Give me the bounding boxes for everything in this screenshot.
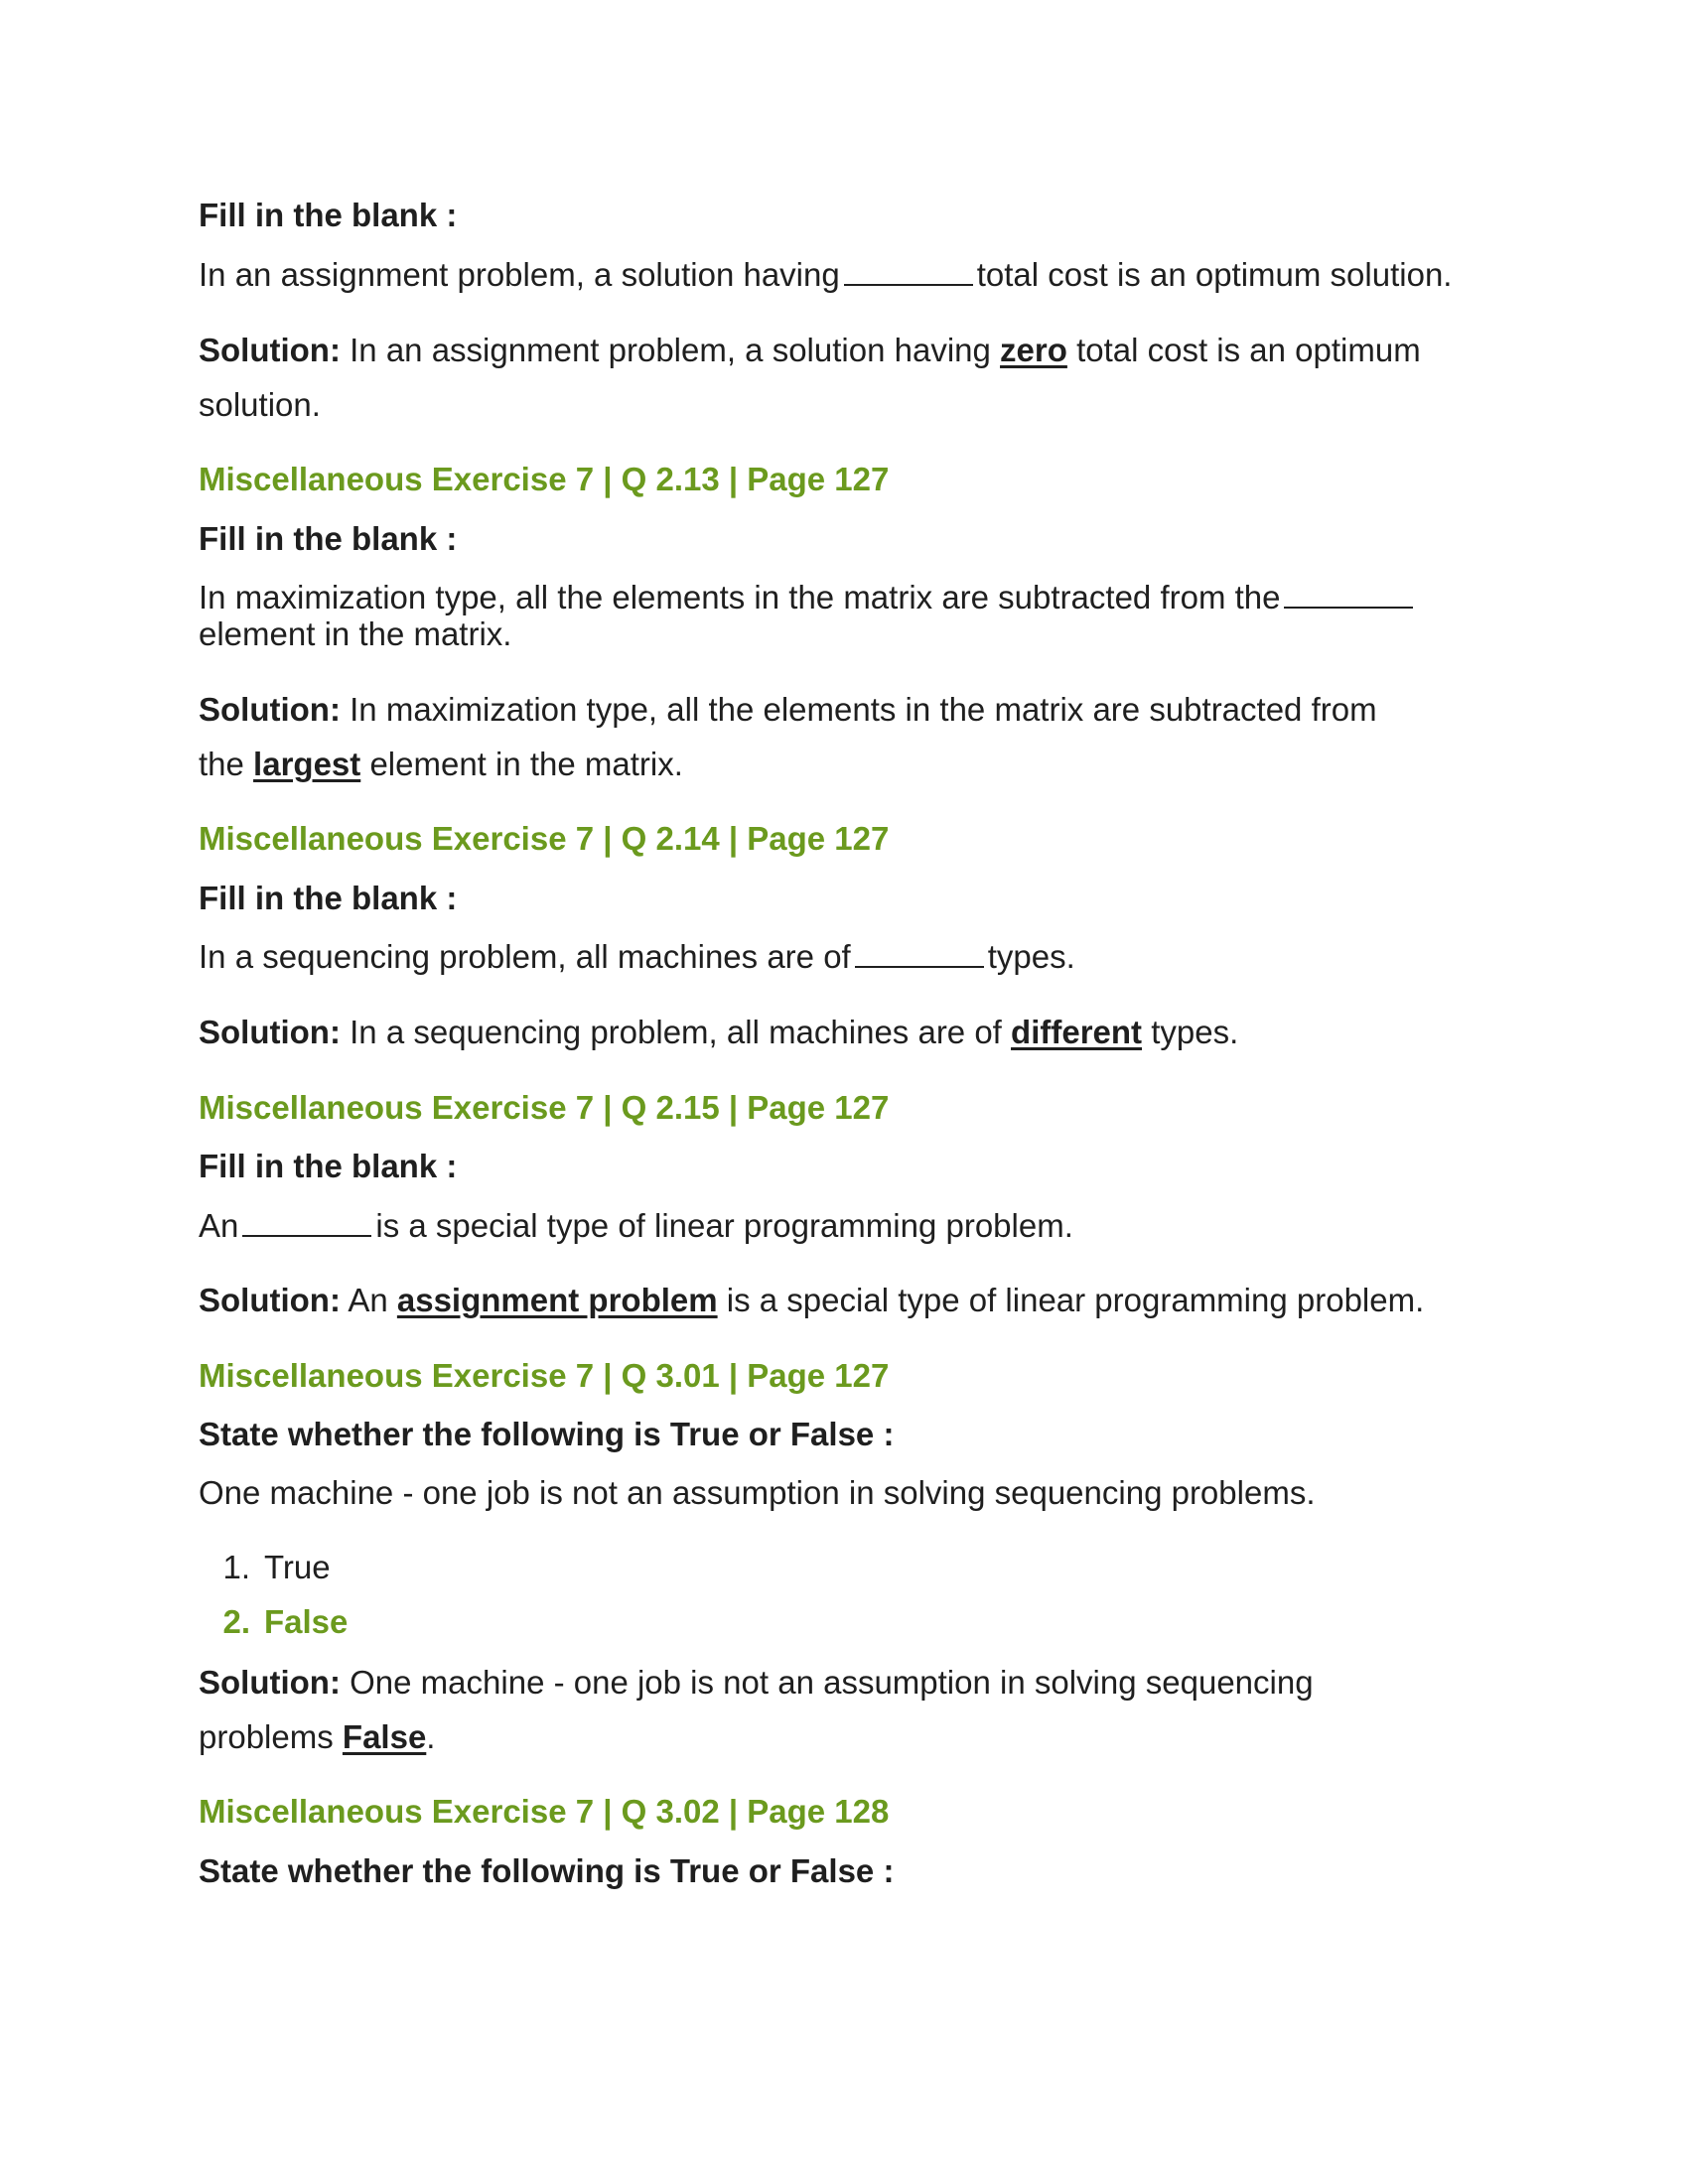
- solution-text: Solution: In an assignment problem, a solution having zero total cost is an optimum: [199, 332, 1421, 368]
- solution-label: Solution:: [199, 1282, 341, 1318]
- blank: [844, 258, 973, 286]
- solution-text: Solution: In maximization type, all the elements in the matrix are subtracted from: [199, 691, 1377, 728]
- instruction: Fill in the blank :: [199, 880, 458, 916]
- instruction: Fill in the blank :: [199, 197, 458, 233]
- solution-label: Solution:: [199, 332, 341, 368]
- exercise-heading: Miscellaneous Exercise 7 | Q 2.14 | Page 127: [199, 820, 890, 857]
- answer: largest: [253, 746, 361, 782]
- instruction: Fill in the blank :: [199, 520, 458, 557]
- answer: False: [342, 1718, 427, 1755]
- option-item: 1. True: [222, 1549, 331, 1585]
- solution-text: Solution: An assignment problem is a special type of linear programming problem.: [199, 1282, 1425, 1318]
- solution-label: Solution:: [199, 1664, 341, 1701]
- exercise-heading: Miscellaneous Exercise 7 | Q 3.02 | Page 128: [199, 1793, 890, 1830]
- answer: zero: [1000, 332, 1067, 368]
- solution-label: Solution:: [199, 691, 341, 728]
- options-list: [199, 1549, 348, 1641]
- question-text: In a sequencing problem, all machines are of types.: [199, 938, 1075, 975]
- blank: [242, 1209, 371, 1237]
- solution-text-cont: the largest element in the matrix.: [199, 746, 683, 782]
- question-text: An is a special type of linear programming problem.: [199, 1207, 1073, 1244]
- exercise-heading: Miscellaneous Exercise 7 | Q 2.13 | Page 127: [199, 461, 890, 497]
- exercise-heading: Miscellaneous Exercise 7 | Q 2.15 | Page 127: [199, 1089, 890, 1126]
- solution-label: Solution:: [199, 1014, 341, 1050]
- question-text: One machine - one job is not an assumption in solving sequencing problems.: [199, 1474, 1316, 1511]
- question-text: In an assignment problem, a solution having total cost is an optimum solution.: [199, 256, 1453, 293]
- instruction: State whether the following is True or False :: [199, 1852, 895, 1889]
- solution-text-cont: solution.: [199, 386, 321, 423]
- question-text: In maximization type, all the elements in the matrix are subtracted from the: [199, 579, 1489, 616]
- exercise-heading: Miscellaneous Exercise 7 | Q 3.01 | Page 127: [199, 1357, 890, 1394]
- solution-text: Solution: One machine - one job is not an assumption in solving sequencing: [199, 1664, 1314, 1701]
- question-text-cont: element in the matrix.: [199, 615, 512, 652]
- blank: [1284, 581, 1413, 609]
- solution-text-cont: problems False.: [199, 1718, 436, 1755]
- answer: assignment problem: [396, 1282, 718, 1318]
- answer: different: [1011, 1014, 1143, 1050]
- instruction: Fill in the blank :: [199, 1148, 458, 1184]
- option-item-correct: 2. False: [222, 1603, 349, 1640]
- blank: [855, 940, 984, 968]
- instruction: State whether the following is True or False :: [199, 1416, 895, 1452]
- solution-text: Solution: In a sequencing problem, all machines are of different types.: [199, 1014, 1239, 1050]
